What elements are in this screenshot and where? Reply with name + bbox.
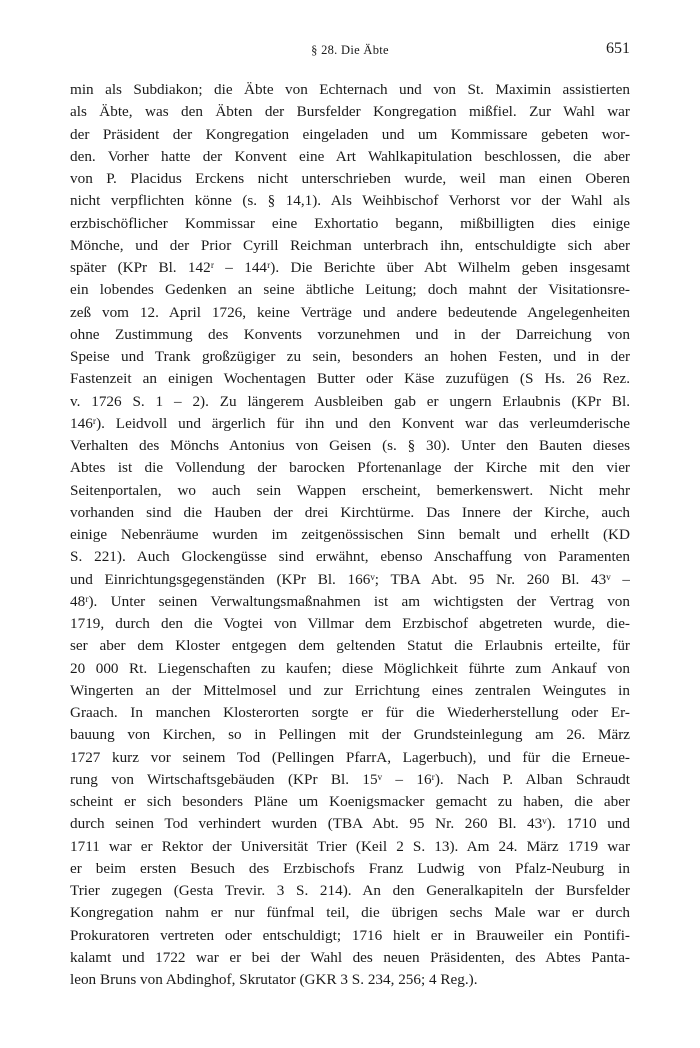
text-line: 1727 kurz vor seinem Tod (Pellingen PfarrA, Lagerbuch), und für die Erneue- [70,748,630,766]
text-line: ein lobendes Gedenken an seine äbtliche Leitung; doch mahnt der Visitationsre- [70,281,630,299]
text-line: Kongregation nahm er nur fünfmal teil, die übrigen sechs Male war er durch [70,904,630,922]
running-header [70,40,630,62]
text-line: Prokuratoren vertreten oder entschuldigt; 1716 hielt er in Brauweiler ein Pontifi- [70,926,630,944]
text-line: bauung von Kirchen, so in Pellingen mit der Grundsteinlegung am 26. März [70,726,630,744]
text-line: ser aber dem Kloster entgegen dem geltenden Statut die Erlaubnis erteilte, für [70,637,630,655]
text-line: vorhanden sind die Hauben der drei Kirchtürme. Das Innere der Kirche, auch [70,503,630,521]
text-line: und Einrichtungsgegenständen (KPr Bl. 166ᵛ; TBA Abt. 95 Nr. 260 Bl. 43ᵛ – [70,570,630,588]
text-line: 1719, durch den die Vogtei von Villmar dem Erzbischof abgetreten wurde, die- [70,615,630,632]
text-line: ohne Zustimmung des Konvents vorzunehmen und in der Darreichung von [70,325,630,343]
section-title: § 28. Die Äbte [311,43,389,57]
text-line: von P. Placidus Erckens nicht unterschrieben wurde, weil man einen Oberen [70,170,630,187]
text-line: durch seinen Tod verhindert wurden (TBA Abt. 95 Nr. 260 Bl. 43ᵛ). 1710 und [70,815,630,833]
text-line: v. 1726 S. 1 – 2). Zu längerem Ausbleiben gab er ungern Erlaubnis (KPr Bl. [70,392,630,410]
text-line: einige Nebenräume wurden im zeitgenössischen Sinn bemalt und erhellt (KD [70,526,630,543]
text-line: den. Vorher hatte der Konvent eine Art Wahlkapitulation beschlossen, die aber [70,147,630,165]
text-line: 48ʳ). Unter seinen Verwaltungsmaßnahmen ist am wichtigsten der Vertrag von [70,592,630,610]
text-line: Seitenportalen, wo auch sein Wappen erscheint, bemerkenswert. Nicht mehr [70,481,630,499]
text-line: zeß vom 12. April 1726, keine Verträge und andere bedeutende Angelegenheiten [70,303,630,321]
text-line: min als Subdiakon; die Äbte von Echternach und von St. Maximin assistierten [70,81,630,98]
text-line: erzbischöflicher Kommissar eine Exhortatio begann, mißbilligten dies einige [70,214,630,232]
text-line: nicht verpflichten könne (s. § 14,1). Als Weihbischof Verhorst vor der Wahl als [70,192,630,210]
text-line: S. 221). Auch Glockengüsse sind erwähnt, ebenso Anschaffung von Paramenten [70,548,630,566]
text-line: Graach. In manchen Klosterorten sorgte er für die Wiederherstellung oder Er- [70,704,630,721]
text-line: Wingerten an der Mittelmosel und zur Errichtung eines zentralen Weingutes in [70,681,630,699]
text-line: Abtes ist die Vollendung der barocken Pfortenanlage der Kirche mit den vier [70,459,630,477]
text-line: 20 000 Rt. Liegenschaften zu kaufen; diese Möglichkeit führte zum Ankauf von [70,659,630,677]
text-line: 1711 war er Rektor der Universität Trier (Keil 2 S. 13). Am 24. März 1719 war [70,837,630,855]
text-line: Verhalten des Mönchs Antonius von Geisen (s. § 30). Unter den Bauten dieses [70,437,630,454]
text-line: der Präsident der Kongregation eingeladen und um Kommissare gebeten wor- [70,125,630,143]
text-line: Speise und Trank großzügiger zu sein, besonders an hohen Festen, und in der [70,348,630,365]
text-line: später (KPr Bl. 142ʳ – 144ʳ). Die Berichte über Abt Wilhelm geben insgesamt [70,259,630,276]
body-text [70,79,630,991]
text-line: als Äbte, was den Äbten der Bursfelder Kongregation mißfiel. Zur Wahl war [70,103,630,121]
text-line: leon Bruns von Abdinghof, Skrutator (GKR 3 S. 234, 256; 4 Reg.). [70,971,478,988]
text-line: 146ʳ). Leidvoll und ärgerlich für ihn und den Konvent war das verleumderische [70,414,630,432]
text-line: scheint er sich besonders Pläne um Koenigsmacker gemacht zu haben, die aber [70,793,630,810]
text-line: kalamt und 1722 war er bei der Wahl des neuen Präsidenten, des Abtes Panta- [70,948,630,966]
text-line: Fastenzeit an einigen Wochentagen Butter oder Käse zuzufügen (S Hs. 26 Rez. [70,370,630,388]
text-line: Mönche, und der Prior Cyrill Reichman unterbrach ihn, entschuldigte sich aber [70,236,630,254]
page-number: 651 [606,40,630,57]
text-line: Trier zugegen (Gesta Trevir. 3 S. 214). An den Generalkapiteln der Bursfelder [70,882,630,899]
text-line: rung von Wirtschaftsgebäuden (KPr Bl. 15ᵛ – 16ʳ). Nach P. Alban Schraudt [70,770,630,788]
text-line: er beim ersten Besuch des Erzbischofs Franz Ludwig von Pfalz-Neuburg in [70,859,630,877]
